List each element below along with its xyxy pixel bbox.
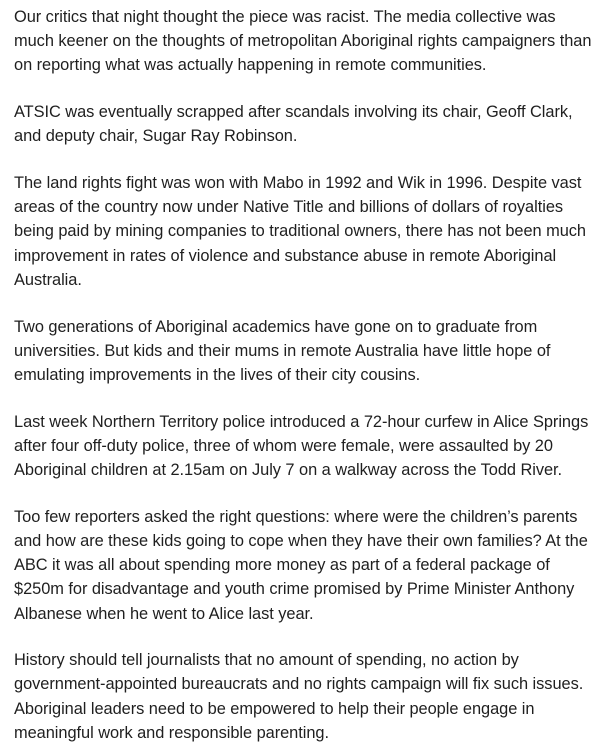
article-paragraph-1: Our critics that night thought the piece was racist. The media collective was much keener on the thoughts of metropolitan Aboriginal rights campaigners than on reporting what was actually happening in remote communities. bbox=[14, 8, 592, 75]
article-paragraph-5: Last week Northern Territory police introduced a 72-hour curfew in Alice Springs after four off-duty police, three of whom were female, were assaulted by 20 Aboriginal children at 2.15am on July 7 on a walkway across the Todd River. bbox=[14, 412, 589, 480]
article-paragraph-6: Too few reporters asked the right questions: where were the children’s parents and how are these kids going to cope when they have their own families? At the ABC it was all about spending more money as part of a federal package of $250m for disadvantage and youth crime promised by Prime Minister Anthony Albanese when he went to Alice last year. bbox=[14, 507, 588, 623]
article-paragraph-2: ATSIC was eventually scrapped after scandals involving its chair, Geoff Clark, and deputy chair, Sugar Ray Robinson. bbox=[14, 103, 573, 146]
article-paragraph-3: The land rights fight was won with Mabo in 1992 and Wik in 1996. Despite vast areas of the country now under Native Title and billions of dollars of royalties being paid by mining companies to traditional owners, there has not been much improvement in rates of violence and substance abuse in remote Aboriginal Australia. bbox=[14, 174, 586, 289]
article-paragraph-4: Two generations of Aboriginal academics have gone on to graduate from universities. But kids and their mums in remote Australia have little hope of emulating improvements in the lives of their city cousins. bbox=[14, 317, 551, 384]
article-paragraph-7: History should tell journalists that no amount of spending, no action by government-appointed bureaucrats and no rights campaign will fix such issues. Aboriginal leaders need to be empowered to help their people engage in meaningful work and responsible parenting. bbox=[14, 651, 584, 742]
